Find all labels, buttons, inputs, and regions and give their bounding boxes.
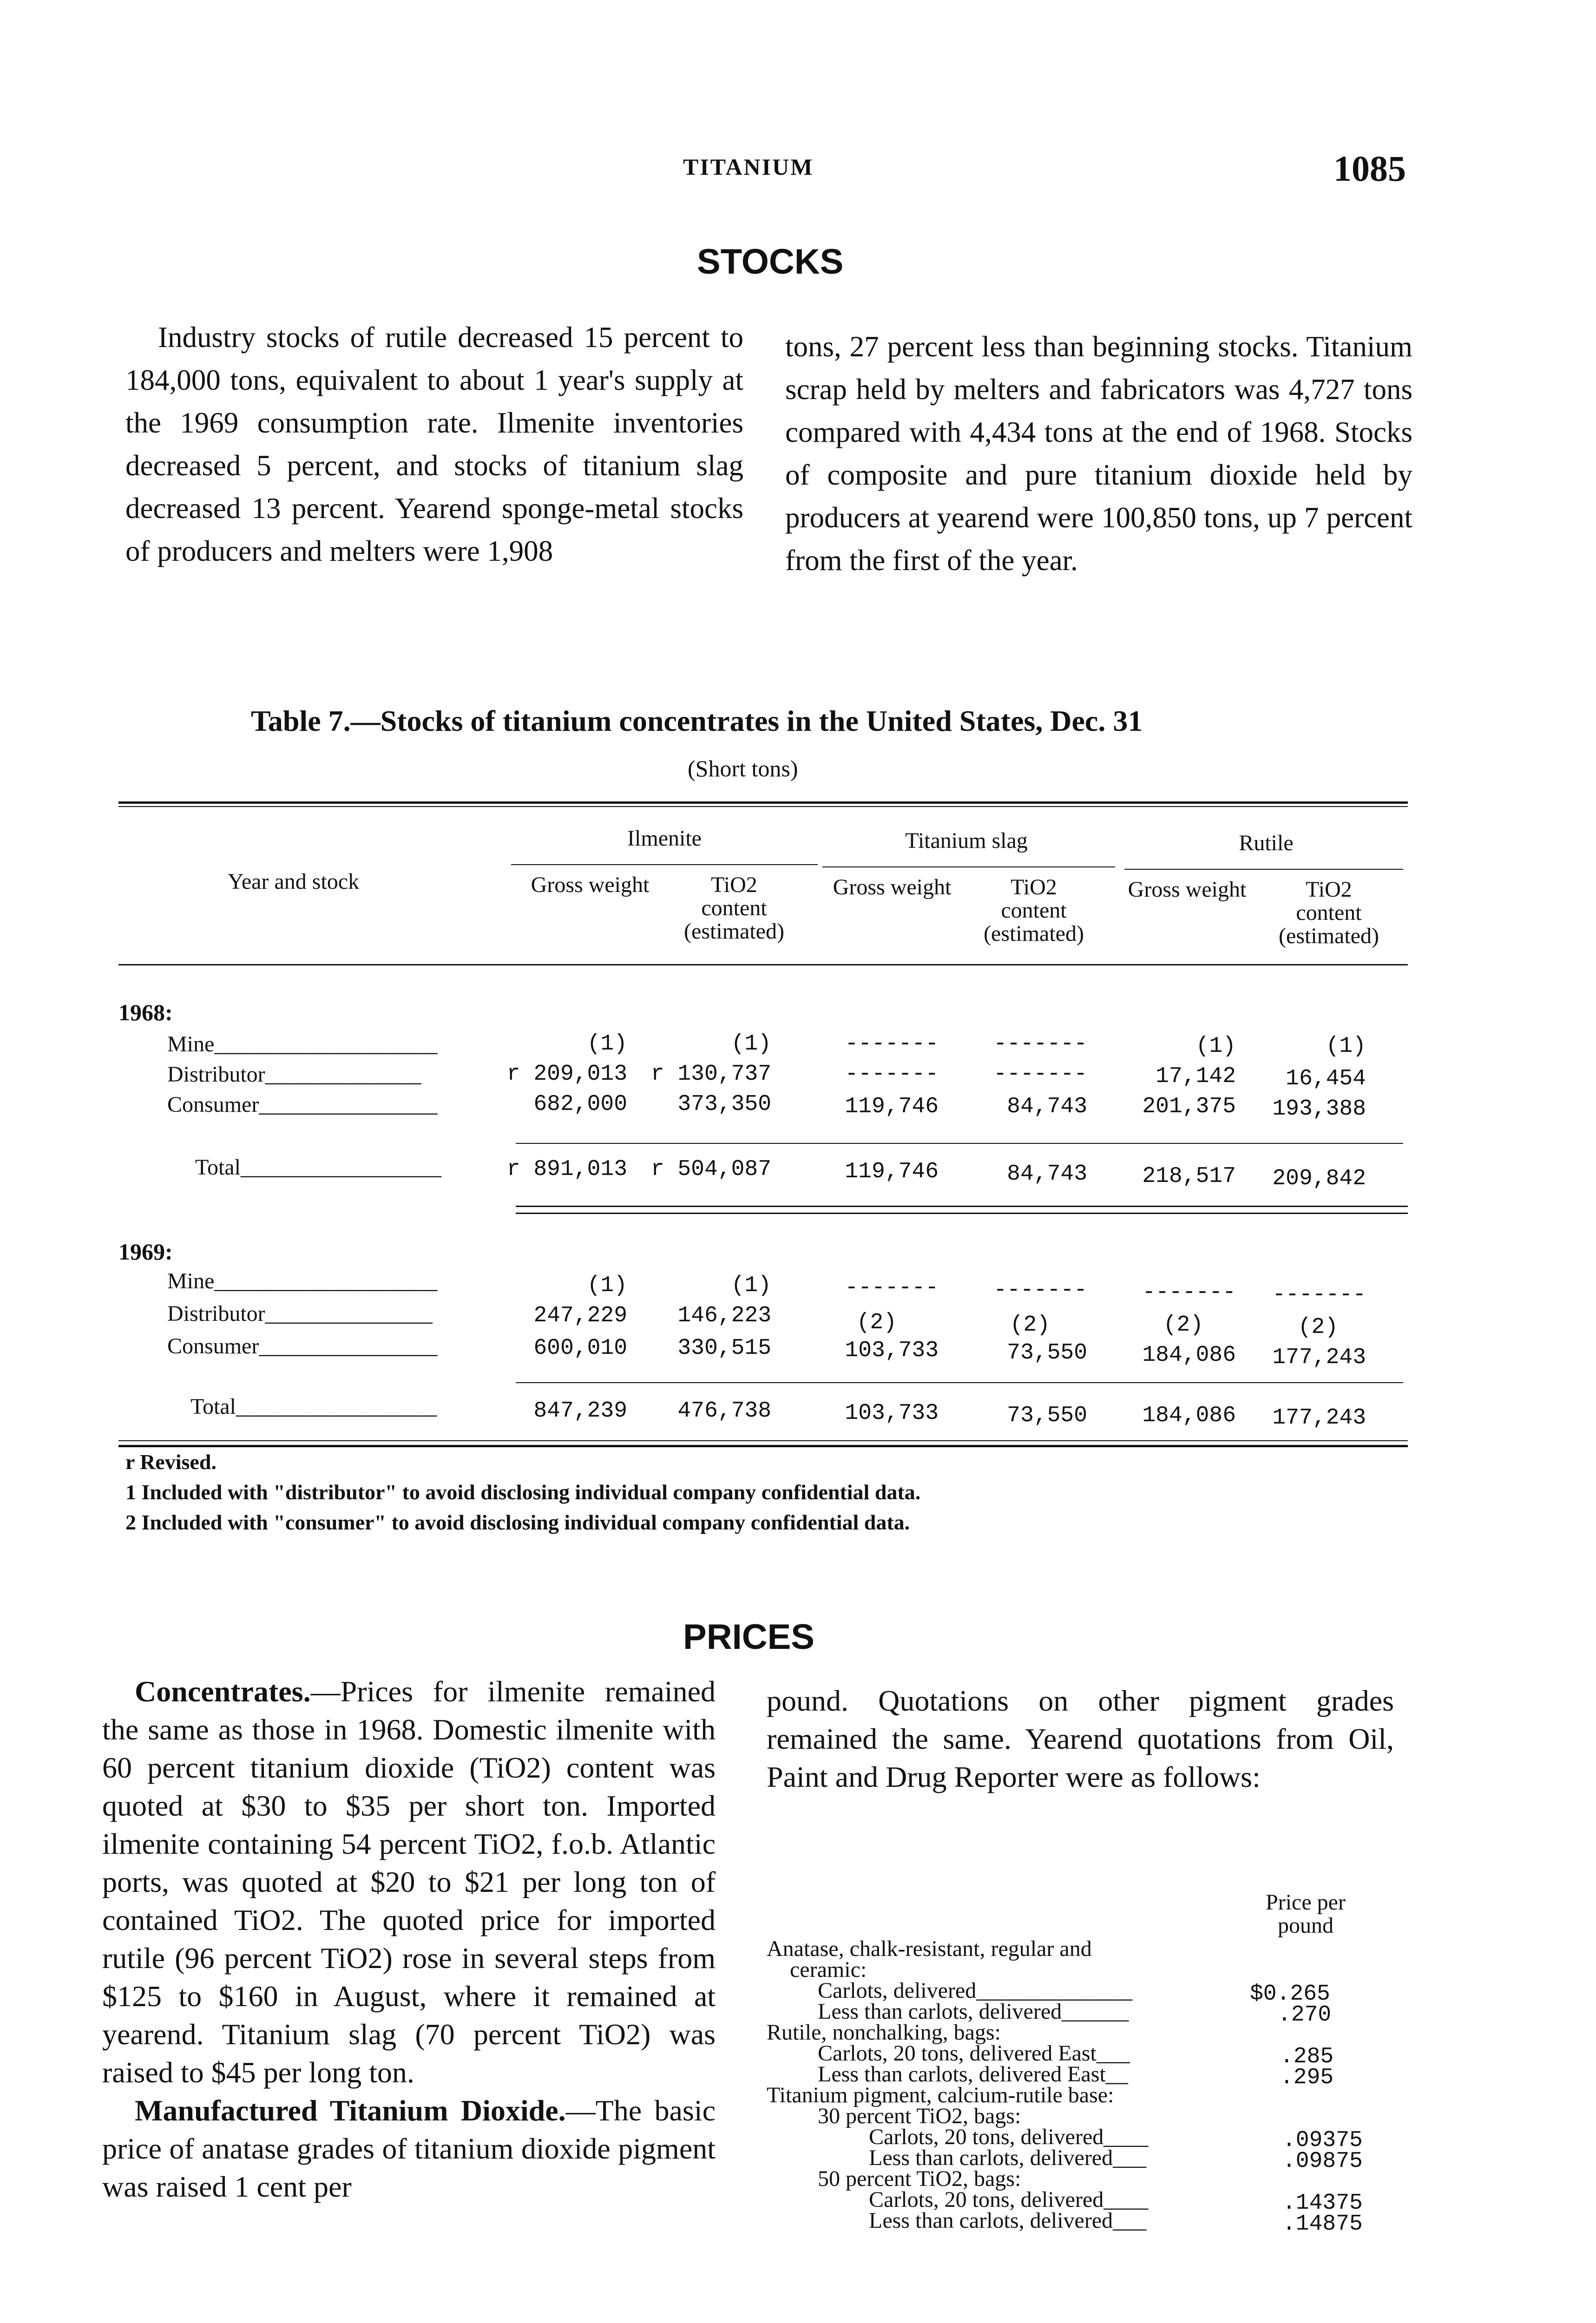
price-label: 50 percent TiO2, bags: xyxy=(818,2166,1021,2191)
cell: (2) xyxy=(1298,1315,1338,1340)
cell: ------- xyxy=(993,1062,1087,1087)
cell: 84,743 xyxy=(1007,1094,1087,1119)
row-label: Distributor______________ xyxy=(167,1062,421,1087)
row-label: Consumer________________ xyxy=(167,1092,438,1117)
table-top-rule xyxy=(118,801,1408,804)
table-bottom-rule-thin xyxy=(118,1440,1408,1441)
cell: 682,000 xyxy=(533,1092,627,1117)
cell: (1) xyxy=(587,1273,627,1298)
group-rule-slag xyxy=(822,866,1115,867)
cell: 177,243 xyxy=(1272,1405,1366,1431)
row-label: Distributor_______________ xyxy=(167,1301,433,1326)
stocks-heading: STOCKS xyxy=(697,242,844,282)
cell: r 130,737 xyxy=(650,1062,771,1087)
cell: 146,223 xyxy=(677,1303,771,1328)
cell: 330,515 xyxy=(677,1336,771,1361)
price-label: Carlots, 20 tons, delivered East___ xyxy=(818,2041,1130,2066)
cell: (2) xyxy=(856,1310,897,1335)
cell: (1) xyxy=(1195,1034,1236,1059)
year-1968: 1968: xyxy=(118,999,173,1025)
prices-heading: PRICES xyxy=(683,1617,814,1657)
footnote-2: 2 Included with "consumer" to avoid disclosing individual company confidential data. xyxy=(125,1510,910,1534)
cell: ------- xyxy=(1272,1282,1366,1307)
table-bottom-rule xyxy=(118,1445,1408,1447)
cell: (2) xyxy=(1163,1312,1203,1338)
price-label: 30 percent TiO2, bags: xyxy=(818,2104,1021,2128)
running-title: TITANIUM xyxy=(683,154,814,180)
cell: 209,842 xyxy=(1272,1166,1366,1191)
cell: r 209,013 xyxy=(506,1062,627,1087)
year-1969: 1969: xyxy=(118,1239,173,1265)
cell: 476,738 xyxy=(677,1398,771,1424)
price-value: .14875 xyxy=(1282,2211,1363,2237)
cell: 600,010 xyxy=(533,1336,627,1361)
page-number: 1085 xyxy=(1333,148,1406,189)
price-label: Titanium pigment, calcium-rutile base: xyxy=(767,2083,1114,2107)
price-value: $0.265 xyxy=(1250,1982,1330,2007)
header-bottom-rule xyxy=(118,964,1408,965)
row-label: Mine____________________ xyxy=(167,1269,438,1293)
row-label: Mine____________________ xyxy=(167,1032,438,1057)
cell: 16,454 xyxy=(1286,1066,1366,1091)
group-header-rutile: Rutile xyxy=(1239,831,1294,855)
price-header: Price per pound xyxy=(1266,1890,1346,1938)
col-header-1: Gross weight xyxy=(531,873,650,897)
tio2-lead: Manufactured Titanium Dioxide. xyxy=(135,2094,566,2127)
stocks-paragraph-right: tons, 27 percent less than beginning stocks. Titanium scrap held by melters and fabricators was 4,727 tons compared with 4,434 tons at the end of 1968. Stocks of composite and pure titanium dioxide held by producers at yearend were 100,850 tons, up 7 percent from the first of the year. xyxy=(785,330,1412,577)
footnote-1: 1 Included with "distributor" to avoid disclosing individual company confidential data. xyxy=(125,1480,921,1504)
col-header-5: Gross weight xyxy=(1128,877,1247,902)
price-label: Less than carlots, delivered___ xyxy=(869,2146,1147,2170)
cell: 103,733 xyxy=(845,1338,939,1363)
group-rule-ilmenite xyxy=(511,864,818,865)
table-title: Table 7.—Stocks of titanium concentrates in the United States, Dec. 31 xyxy=(251,704,1143,737)
concentrates-lead: Concentrates. xyxy=(135,1675,311,1708)
cell: 73,550 xyxy=(1007,1340,1087,1365)
tio2-body: —The basic price of anatase grades of titanium dioxide pigment was raised 1 cent per xyxy=(102,2094,716,2203)
col-header-3: Gross weight xyxy=(833,875,952,899)
cell: ------- xyxy=(845,1031,939,1057)
price-label: Carlots, 20 tons, delivered____ xyxy=(869,2125,1149,2149)
cell: ------- xyxy=(993,1278,1087,1303)
cell: 103,733 xyxy=(845,1401,939,1426)
cell: 84,743 xyxy=(1007,1162,1087,1187)
col-header-4: TiO2 content (estimated) xyxy=(984,875,1084,946)
price-label: Less than carlots, delivered______ xyxy=(818,1999,1129,2024)
price-label: Less than carlots, delivered___ xyxy=(869,2208,1147,2233)
cell: ------- xyxy=(845,1062,939,1087)
double-rule-bottom xyxy=(516,1213,1408,1214)
price-label: Carlots, 20 tons, delivered____ xyxy=(869,2187,1149,2212)
cell: 373,350 xyxy=(677,1092,771,1117)
cell: (1) xyxy=(731,1031,771,1057)
price-value: .09875 xyxy=(1282,2149,1363,2174)
footnote-revised: r Revised. xyxy=(125,1450,217,1474)
cell: 193,388 xyxy=(1272,1096,1366,1122)
price-value: .285 xyxy=(1280,2044,1334,2069)
concentrates-body: —Prices for ilmenite remained the same as those in 1968. Domestic ilmenite with 60 percent titanium dioxide (TiO2) content was quoted at $30 to $35 per short ton. Imported ilmenite containing 54 percent TiO2, f.o.b. Atlantic ports, was quoted at $20 to $21 per long ton of contained TiO2. The quoted price for imported rutile (96 percent TiO2) rose in several steps from $125 to $160 in August, where it remained at yearend. Titanium slag (70 percent TiO2) was raised to $45 per long ton. xyxy=(102,1675,716,2089)
cell: 184,086 xyxy=(1142,1343,1236,1368)
price-label: Anatase, chalk-resistant, regular and xyxy=(767,1936,1092,1961)
price-label: Carlots, delivered______________ xyxy=(818,1978,1133,2003)
cell: (1) xyxy=(1326,1034,1366,1059)
cell: r 504,087 xyxy=(650,1157,771,1182)
col-header-2: TiO2 content (estimated) xyxy=(684,873,784,944)
row-label: Consumer________________ xyxy=(167,1334,438,1358)
cell: 847,239 xyxy=(533,1398,627,1424)
cell: 184,086 xyxy=(1142,1403,1236,1428)
price-value: .270 xyxy=(1278,2002,1332,2028)
cell: ------- xyxy=(1142,1280,1236,1305)
cell: 17,142 xyxy=(1156,1064,1236,1089)
price-label: ceramic: xyxy=(790,1957,867,1982)
group-rule-rutile xyxy=(1124,869,1403,870)
cell: (1) xyxy=(587,1031,627,1057)
table-subtitle: (Short tons) xyxy=(688,755,798,781)
cell: (1) xyxy=(731,1273,771,1298)
stocks-paragraph-left: Industry stocks of rutile decreased 15 percent to 184,000 tons, equivalent to about 1 year's supply at the 1969 consumption rate. Ilmenite inventories decreased 5 percent, and stocks of titanium slag decreased 13 percent. Yearend sponge-metal stocks of producers and melters were 1,908 xyxy=(125,321,743,567)
cell: r 891,013 xyxy=(506,1157,627,1182)
col-header-6: TiO2 content (estimated) xyxy=(1279,877,1379,948)
cell: 119,746 xyxy=(845,1094,939,1119)
cell: (2) xyxy=(1010,1312,1050,1338)
cell: 73,550 xyxy=(1007,1403,1087,1428)
total-label: Total__________________ xyxy=(190,1394,437,1419)
cell: 201,375 xyxy=(1142,1094,1236,1119)
total-label: Total__________________ xyxy=(195,1155,441,1180)
cell: 177,243 xyxy=(1272,1345,1366,1370)
table-top-rule-thin xyxy=(118,806,1408,807)
price-label: Rutile, nonchalking, bags: xyxy=(767,2020,1001,2045)
double-rule-top xyxy=(516,1206,1408,1207)
cell: 247,229 xyxy=(533,1303,627,1328)
tio2-paragraph xyxy=(102,2092,716,2206)
cell: ------- xyxy=(993,1031,1087,1057)
cell: 119,746 xyxy=(845,1159,939,1184)
concentrates-paragraph xyxy=(102,1673,716,2092)
prices-column-left xyxy=(102,1673,716,2206)
group-header-ilmenite: Ilmenite xyxy=(627,826,702,851)
cell: ------- xyxy=(845,1275,939,1300)
group-header-slag: Titanium slag xyxy=(905,828,1028,853)
stub-header: Year and stock xyxy=(228,869,360,894)
cell: 218,517 xyxy=(1142,1164,1236,1189)
price-value: .295 xyxy=(1280,2065,1334,2090)
subtotal-rule-1968 xyxy=(516,1143,1403,1144)
price-value: .14375 xyxy=(1282,2191,1363,2216)
subtotal-rule-1969 xyxy=(516,1382,1403,1383)
price-value: .09375 xyxy=(1282,2128,1363,2153)
prices-paragraph-right: pound. Quotations on other pigment grades remained the same. Yearend quotations from Oil, Paint and Drug Reporter were as follows: xyxy=(767,1684,1394,1793)
price-label: Less than carlots, delivered East__ xyxy=(818,2062,1128,2087)
